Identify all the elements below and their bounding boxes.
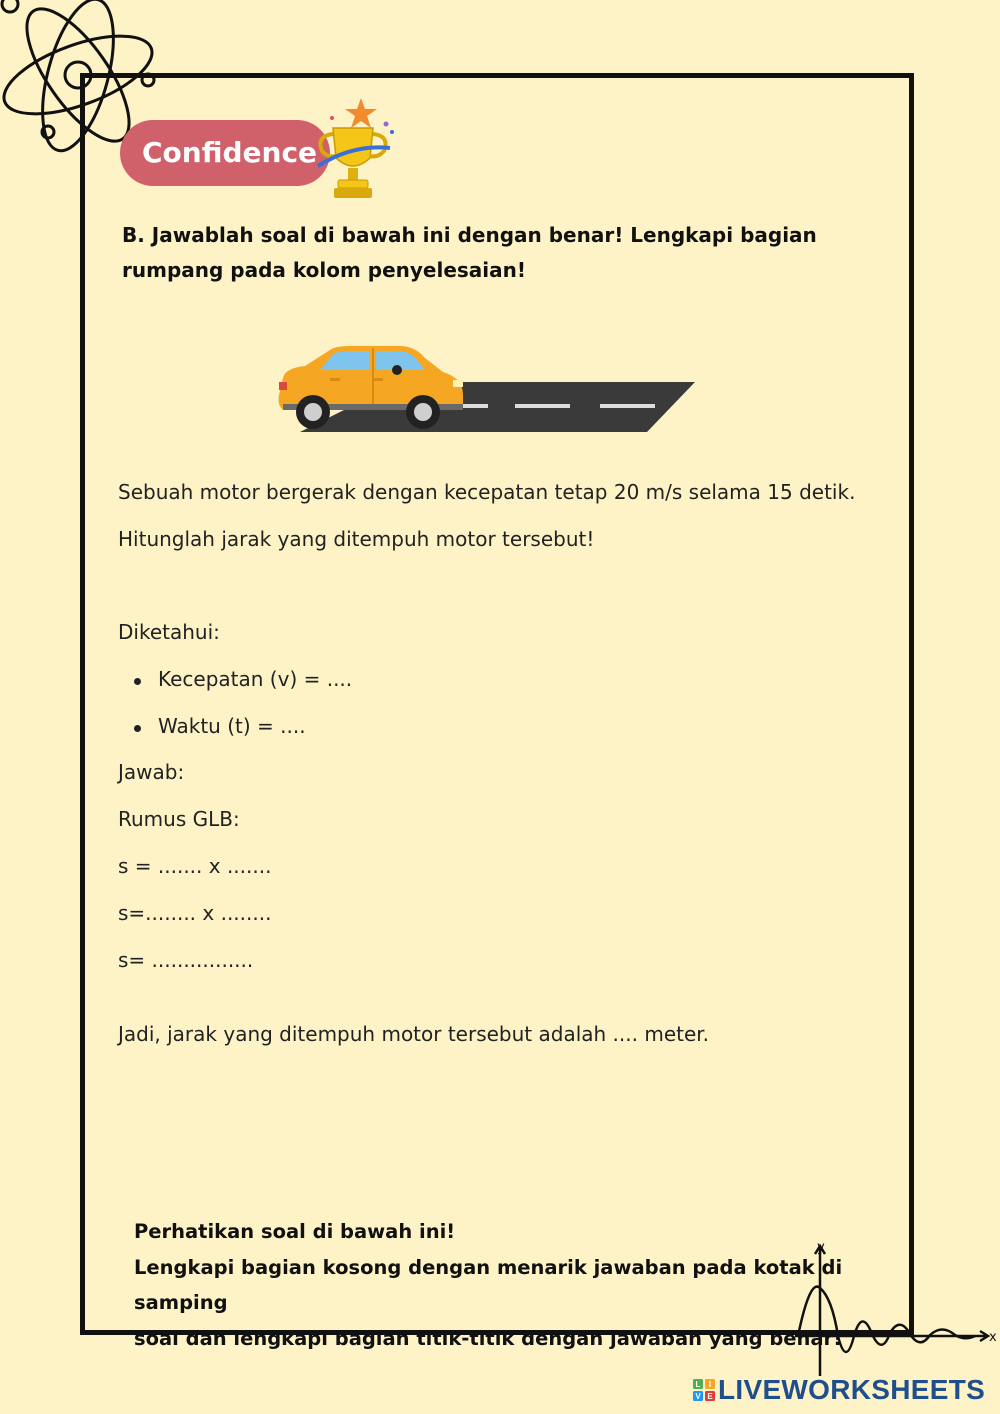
- problem-statement-line-2: Hitunglah jarak yang ditempuh motor tersebut!: [118, 527, 595, 551]
- logo-letter-i: I: [708, 1380, 712, 1389]
- logo-letter-l: L: [695, 1380, 701, 1389]
- logo-letter-e: E: [707, 1392, 713, 1401]
- formula-step-1: s = ....... x .......: [118, 854, 272, 878]
- problem-statement-line-1: Sebuah motor bergerak dengan kecepatan tetap 20 m/s selama 15 detik.: [118, 480, 856, 504]
- badge-label: Confidence: [142, 136, 318, 169]
- answer-label: Jawab:: [118, 760, 185, 784]
- instructions-line-1: Perhatikan soal di bawah ini!: [134, 1220, 456, 1243]
- known-item-velocity: Kecepatan (v) = ....: [158, 667, 353, 691]
- conclusion-text: Jadi, jarak yang ditempuh motor tersebut adalah .... meter.: [118, 1022, 710, 1046]
- confidence-badge: [120, 120, 330, 186]
- car-illustration: [275, 340, 700, 435]
- trophy-icon: [308, 96, 398, 206]
- liveworksheets-logo-icon: [693, 1379, 715, 1401]
- y-axis-label: y: [817, 1240, 825, 1255]
- liveworksheets-branding: [693, 1374, 985, 1406]
- logo-letter-v: V: [695, 1392, 701, 1401]
- x-axis-label: x: [989, 1330, 997, 1345]
- formula-step-2: s=........ x ........: [118, 901, 272, 925]
- instructions-line-3: soal dan lengkapi bagian titik-titik dengan jawaban yang benar!: [134, 1326, 843, 1350]
- formula-label: Rumus GLB:: [118, 807, 240, 831]
- known-item-time: Waktu (t) = ....: [158, 714, 306, 738]
- section-heading: B. Jawablah soal di bawah ini dengan benar! Lengkapi bagian rumpang pada kolom penyelesaian!: [122, 223, 817, 282]
- formula-step-3: s= ................: [118, 948, 254, 972]
- brand-name: LIVEWORKSHEETS: [718, 1374, 986, 1405]
- known-label: Diketahui:: [118, 620, 220, 644]
- instructions-line-2: Lengkapi bagian kosong dengan menarik jawaban pada kotak di samping: [134, 1255, 843, 1314]
- wave-graph-icon: [790, 1238, 1000, 1378]
